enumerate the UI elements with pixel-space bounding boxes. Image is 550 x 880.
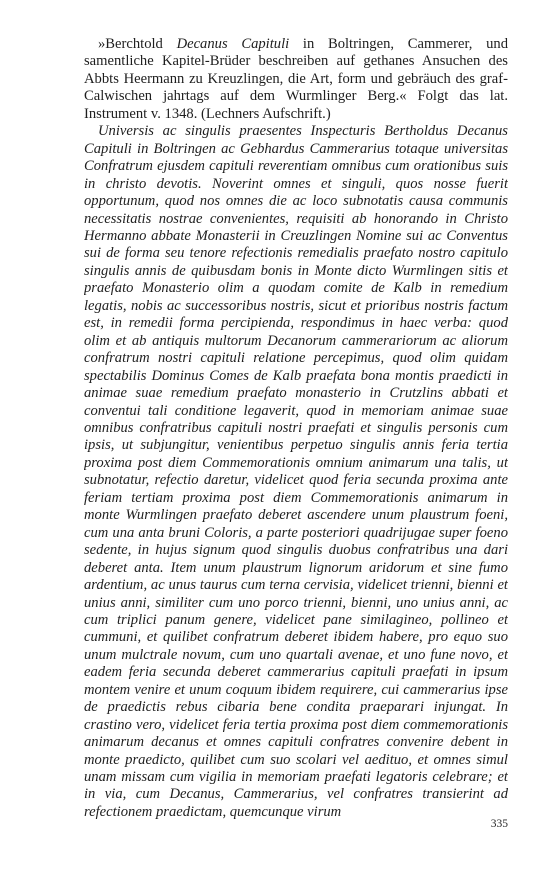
italic-text-segment: Universis ac singulis praesentes Inspecturis Bertholdus Decanus Capituli in Boltringen ac Gebhardus Cammerarius totaque universitas Confratrum ejusdem capituli reverentiam omnibus cum orationibus suis in christo devotis. Noverint omnes et singuli, quos nosse fuerit opportunum, quod nos omnes die ac loco subnotatis causa communis necessitatis nostrae convenientes, requisiti ab honorando in Christo Hermanno abbate Monasterii in Creuzlingen Nomine sui ac Conventus sui de forma seu tenore refectionis remedialis praefato nostro capitulo singulis annis de quibusdam bonis in Monte dicto Wurmlingen sitis et praefato Monasterio olim a quodam comite de Kalb in remedium legatis, nobis ac successoribus nostris, sicut et prioribus nostris factum est, in remedii forma percipienda, respondimus in haec verba: quod olim et ab antiquis multorum Decanorum cammerariorum ac aliorum confratrum nostri capituli relatione percepimus, quod olim quidam spectabilis Dominus Comes de Kalb praefata bona montis praedicti in animae suae remedium praefato monasterio in Crutzlins abbati et conventui tali conditione legaverit, quod in memoriam animae suae omnibus confratribus capituli nostri praefati et singulis personis cum ipsis, ut subjungitur, venientibus perpetuo singulis annis feria tertia proxima post diem Commemorationis omnium animarum una talis, ut subnotatur, refectio daretur, videlicet quod feria secunda proxima ante feriam tertiam proxima post diem Commemorationis animarum in monte Wurmlingen praefato deberet ascendere unum plaustrum foeni, cum una anta bruni Coloris, a parte posteriori quadrijugae super foeno sedente, in hujus signum quod singulis duobus confratribus una dari deberet anta. Item unum plaustrum lignorum aridorum et sine fumo ardentium, ac unus taurus cum terna cervisia, videlicet trienni, bienni et unius anni, similiter cum uno porco trienni, bienni, uno unius anni, ac cum triplici panum genere, videlicet pane similagineo, pollineo et cummuni, et quilibet confratrum deberet ibidem habere, pro equo suo unum mulctrale novum, cum uno quartali avenae, et uno fune novo, et eadem feria secunda deberet cammerarius capituli praefati in ipsum montem venire et unum coquum ibidem requirere, cui cammerarius ipse de praedictis rebus cibaria bene condita praeparari injungat. In crastino vero, videlicet feria tertia proxima post diem commemorationis animarum decanus et omnes capituli confratres convenire debent in monte praedicto, quilibet cum suo scolari vel aedituo, et omnes simul unam missam cum vigilia in memoriam praefati legatoris celebrare; et in via, cum Decanus, Cammerarius, vel confratres transierint ad refectionem praedictam, quemcunque virum bbox=[84, 123, 508, 820]
text-segment: in Boltringen, Cammerer, und samentliche Kapitel-Brüder beschreiben auf gethanes Ansuchen des Abbts Heermann zu Kreuzlingen, die Art, form und gebräuch des graf-Calwischen jahrtags auf dem Wurmlinger Berg.« Folgt das lat. Instrument v. 1348. (Lechners Aufschrift.) bbox=[84, 36, 508, 122]
text-segment: »Berchtold bbox=[98, 36, 177, 52]
italic-text-segment: Decanus Capituli bbox=[176, 36, 290, 52]
page-number: 335 bbox=[490, 818, 508, 830]
paragraph-german-heading bbox=[84, 36, 508, 123]
paragraph-latin-instrument bbox=[84, 123, 508, 821]
body-text bbox=[84, 36, 508, 821]
